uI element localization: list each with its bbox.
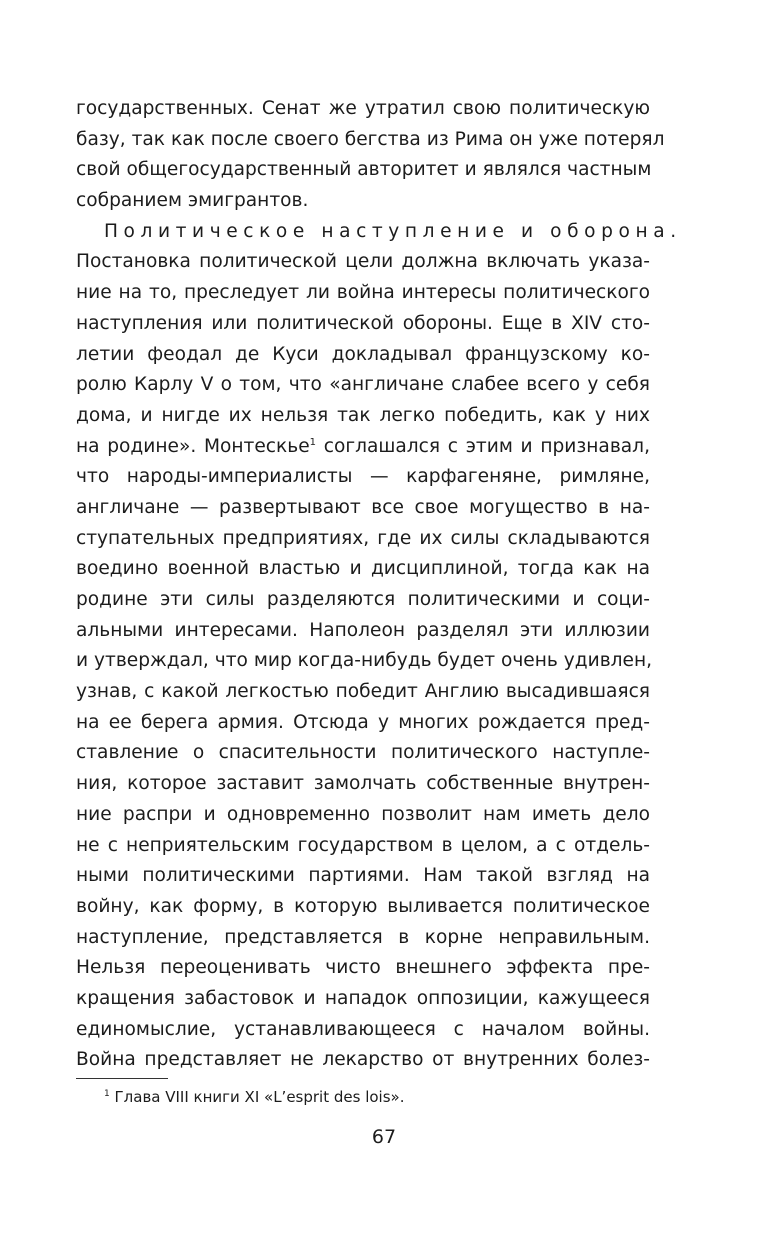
text-line: ролю Карлу V о том, что «англичане слабее всего у себя — [76, 374, 650, 396]
text-line-with-footnote — [76, 432, 650, 463]
text-line: дома, и нигде их нельзя так легко победить, как у них — [76, 404, 650, 426]
text-line: наступление, представляется в корне неправильным. — [76, 926, 650, 948]
text-line: на ее берега армия. Отсюда у многих рождается пред- — [76, 711, 650, 733]
text-line: государственных. Сенат же утратил свою политическую — [76, 98, 650, 119]
text-line: не с неприятельским государством в целом, а с отдель- — [76, 834, 650, 856]
text-line: летии феодал де Куси докладывал французскому ко- — [76, 343, 650, 365]
page-number: 67 — [371, 1126, 397, 1148]
text-line: войну, как форму, в которую выливается политическое — [76, 895, 650, 917]
footnote-text: Глава VIII книги XI «L’esprit des lois». — [114, 1088, 405, 1106]
text-line: кращения забастовок и нападок оппозиции, кажущееся — [76, 987, 650, 1009]
text-line: наступления или политической обороны. Еще в XIV сто- — [76, 312, 650, 334]
text-fragment: на родине». Монтескье — [76, 435, 310, 457]
text-line: ными политическими партиями. Нам такой взгляд на — [76, 865, 650, 887]
text-line: воедино военной властью и дисциплиной, тогда как на — [76, 558, 650, 580]
text-line: что народы-империалисты — карфагеняне, римляне, — [76, 466, 650, 488]
text-line: альными интересами. Наполеон разделял эти иллюзии — [76, 619, 650, 641]
body-text — [76, 94, 682, 1076]
text-line: англичане — развертывают все свое могущество в на- — [76, 496, 650, 518]
text-line: ступательных предприятиях, где их силы складываются — [76, 527, 650, 549]
text-line: ставление о спасительности политического наступле- — [76, 742, 650, 764]
text-line: свой общегосударственный авторитет и являлся частным — [76, 159, 652, 181]
text-line: родине эти силы разделяются политическими и соци- — [76, 589, 650, 610]
text-line: и утверждал, что мир когда-нибудь будет очень удивлен, — [76, 650, 653, 672]
text-line: Нельзя переоценивать чисто внешнего эффекта пре- — [76, 957, 650, 979]
text-line: Война представляет не лекарство от внутренних болез- — [76, 1049, 650, 1071]
text-line: базу, так как после своего бегства из Рима он уже потерял — [76, 128, 665, 150]
footnote — [104, 1087, 404, 1107]
footnote-divider — [76, 1078, 168, 1079]
footnote-number: 1 — [104, 1089, 110, 1099]
text-fragment: соглашался с этим и признавал, — [323, 435, 650, 457]
text-line: единомыслие, устанавливающееся с началом войны. — [76, 1018, 650, 1040]
section-heading: Политическое наступление и оборона. — [104, 220, 682, 242]
text-line: собранием эмигрантов. — [76, 190, 309, 212]
text-line: ние распри и одновременно позволит нам иметь дело — [76, 803, 650, 825]
text-line: ния, которое заставит замолчать собственные внутрен- — [76, 773, 650, 795]
text-line: Постановка политической цели должна включать указа- — [76, 251, 650, 273]
text-line: узнав, с какой легкостью победит Англию высадившаяся — [76, 681, 650, 703]
text-line: ние на то, преследует ли война интересы политического — [76, 282, 650, 304]
footnote-marker: 1 — [309, 436, 317, 448]
